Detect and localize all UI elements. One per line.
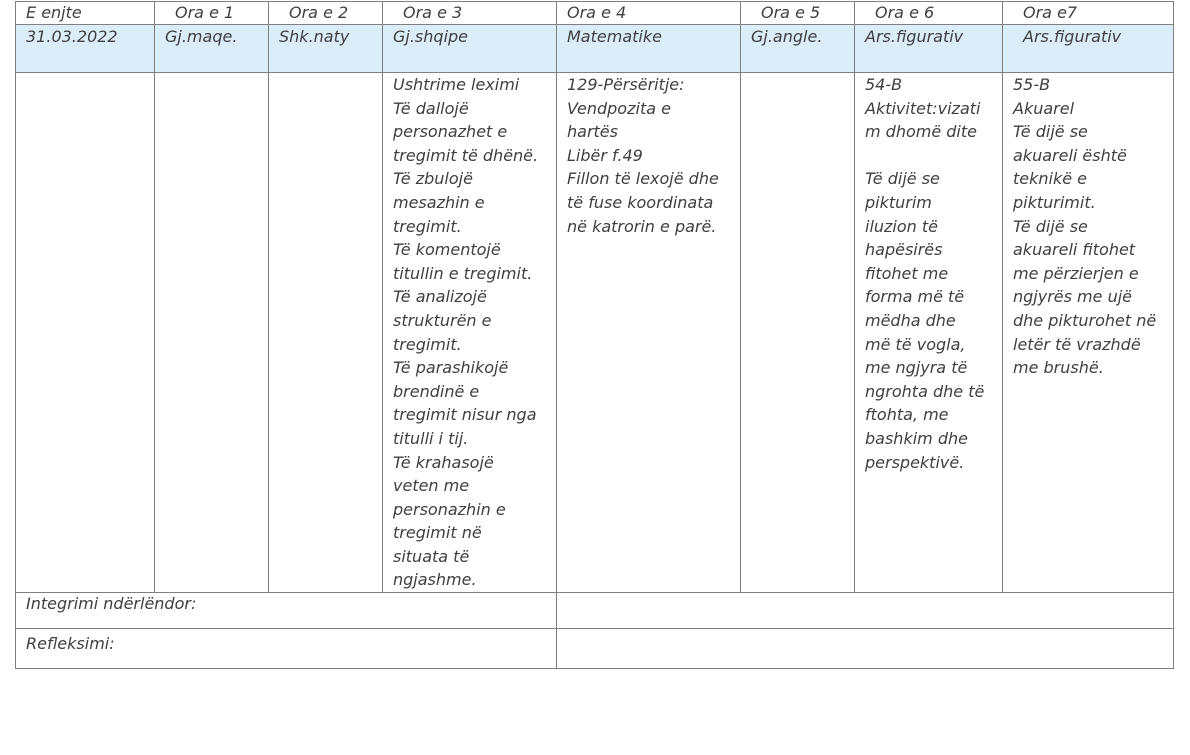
subject-7-cell: Ars.figurativ xyxy=(1003,25,1174,73)
subject-2-cell: Shk.naty xyxy=(269,25,383,73)
period-6-objectives: 54-B Aktivitet:vizati m dhomë dite Të dijë se pikturim iluzion të hapësirës fitohet me forma më të mëdha dhe më të vogla, me ngjyra të ngrohta dhe të ftohta, me bashkim dhe perspektivë. xyxy=(865,75,985,472)
integration-value-cell xyxy=(557,593,1174,629)
period-3-header: Ora e 3 xyxy=(383,2,557,25)
date-cell: 31.03.2022 xyxy=(16,25,155,73)
lesson-plan-table xyxy=(15,1,1174,669)
period-7-objectives: 55-B Akuarel Të dijë se akuareli është teknikë e pikturimit. Të dijë se akuareli fitohet me përzierjen e ngjyrës me ujë dhe pikturohet në letër të vrazhdë me brushë. xyxy=(1013,75,1157,378)
period-6-header: Ora e 6 xyxy=(855,2,1003,25)
integration-label: Integrimi ndërlëndor: xyxy=(16,593,557,629)
period-2-header: Ora e 2 xyxy=(269,2,383,25)
period-7-content xyxy=(1003,73,1174,593)
reflection-value-cell xyxy=(557,629,1174,669)
period-1-content xyxy=(155,73,269,593)
subject-row xyxy=(16,25,1174,73)
subject-6-cell: Ars.figurativ xyxy=(855,25,1003,73)
day-cell: E enjte xyxy=(16,2,155,25)
period-header-row xyxy=(16,2,1174,25)
period-4-header: Ora e 4 xyxy=(557,2,741,25)
period-1-header: Ora e 1 xyxy=(155,2,269,25)
period-4-content xyxy=(557,73,741,593)
subject-1-cell: Gj.maqe. xyxy=(155,25,269,73)
subject-5-cell: Gj.angle. xyxy=(741,25,855,73)
period-3-objectives: Ushtrime leximi Të dallojë personazhet e tregimit të dhënë. Të zbulojë mesazhin e tregimit. Të komentojë titullin e tregimit. Të analizojë strukturën e tregimit. Të parashikojë brendinë e tregimit nisur nga titulli i tij. Të krahasojë veten me personazhin e tregimit në situata të ngjashme. xyxy=(393,75,539,590)
integration-row xyxy=(16,593,1174,629)
period-3-content xyxy=(383,73,557,593)
period-7-header: Ora e7 xyxy=(1003,2,1174,25)
period-5-content xyxy=(741,73,855,593)
reflection-label: Refleksimi: xyxy=(16,629,557,669)
period-4-objectives: 129-Përsëritje: Vendpozita e hartës Libër f.49 Fillon të lexojë dhe të fuse koordinata në katrorin e parë. xyxy=(567,75,719,236)
subject-4-cell: Matematike xyxy=(557,25,741,73)
reflection-row xyxy=(16,629,1174,669)
period-5-header: Ora e 5 xyxy=(741,2,855,25)
period-2-content xyxy=(269,73,383,593)
content-empty-cell xyxy=(16,73,155,593)
subject-3-cell: Gj.shqipe xyxy=(383,25,557,73)
period-6-content xyxy=(855,73,1003,593)
content-row xyxy=(16,73,1174,593)
